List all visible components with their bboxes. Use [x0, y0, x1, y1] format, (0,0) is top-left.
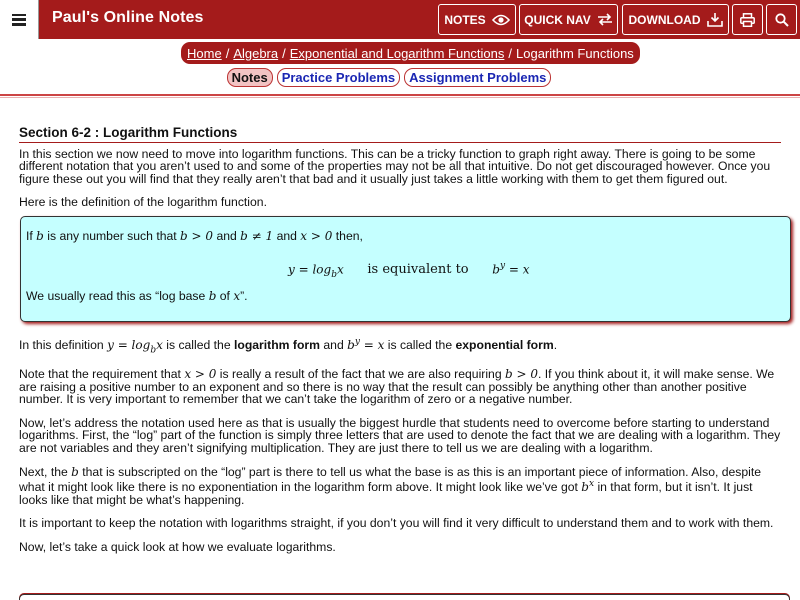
breadcrumb-home-link[interactable]: Home: [187, 45, 222, 61]
notes-button-label: NOTES: [444, 12, 486, 27]
top-bar: [0, 0, 800, 39]
paragraph-keep-straight: It is important to keep the notation with logarithms straight, if you don’t you will find it very difficult to understand them and to work with them.: [19, 516, 774, 531]
quick-nav-label: QUICK NAV: [524, 12, 591, 27]
eye-icon: [492, 14, 510, 26]
search-icon: [775, 13, 789, 27]
definition-reading: We usually read this as “log base b of x”.: [26, 288, 248, 303]
definition-equation: $y = \log_bx$ is equivalent to $b^y = x$: [288, 260, 530, 280]
paragraph-evaluate: Now, let’s take a quick look at how we evaluate logarithms.: [19, 540, 336, 555]
download-icon: [707, 12, 723, 27]
paragraph-base: Next, the b that is subscripted on the “log” part is there to tell us what the base is as this is an important piece of information. Also, despite what it might look like there is no exponentiation in the logarithm form above. It might look like we’ve got $b^x$ in that form, but it isn’t. It just looks like that might be what’s happening.: [19, 464, 762, 507]
swap-arrows-icon: [597, 13, 613, 26]
tab-notes[interactable]: Notes: [227, 68, 273, 87]
header-divider: [0, 94, 800, 96]
notes-button[interactable]: [438, 4, 516, 35]
paragraph-forms: In this definition $y = \log_bx$ is called the logarithm form and $b^y = x$ is called the exponential form.: [19, 336, 558, 356]
download-button[interactable]: [622, 4, 729, 35]
breadcrumb-separator: /: [282, 45, 286, 61]
print-button[interactable]: [732, 4, 763, 35]
definition-box: [20, 216, 791, 322]
breadcrumb-current: Logarithm Functions: [516, 45, 634, 61]
intro-paragraph: In this section we now need to move into logarithm functions. This can be a tricky function to graph right away. There is going to be some different notation that you aren’t used to and some of the properties may not be all that intuitive. Do not get discouraged however. Once you figure these out you will find that they really aren’t that bad and it usually just takes a little working with them to get them figured out.: [19, 146, 771, 186]
printer-icon: [740, 13, 755, 27]
breadcrumb: [181, 42, 640, 64]
hamburger-menu-icon: [12, 14, 26, 26]
subnav: [0, 68, 800, 87]
main-content: [19, 127, 781, 565]
next-example-box: [19, 594, 790, 600]
paragraph-notation: Now, let’s address the notation used here as that is usually the biggest hurdle that students need to overcome before starting to understand logarithms. First, the “log” part of the function is simply three letters that are used to denote the fact that we are dealing with a logarithm. They are not variables and they aren’t signifying multiplication. They are just there to tell us we are dealing with a logarithm.: [19, 415, 781, 456]
menu-button[interactable]: [0, 0, 39, 39]
breadcrumb-algebra-link[interactable]: Algebra: [233, 45, 279, 61]
header-divider-shadow: [0, 97, 800, 98]
breadcrumb-chapter-link[interactable]: Exponential and Logarithm Functions: [289, 45, 505, 61]
download-label: DOWNLOAD: [628, 12, 701, 27]
quick-nav-button[interactable]: [519, 4, 618, 35]
tab-assignment-problems[interactable]: Assignment Problems: [404, 68, 551, 87]
definition-lead: Here is the definition of the logarithm function.: [19, 195, 267, 210]
site-title[interactable]: Paul's Online Notes: [52, 9, 204, 26]
tab-practice-problems[interactable]: Practice Problems: [277, 68, 400, 87]
breadcrumb-separator: /: [508, 45, 513, 61]
definition-condition: If b is any number such that b > 0 and b ≠ 1 and x > 0 then,: [26, 228, 363, 243]
paragraph-requirement: Note that the requirement that x > 0 is really a result of the fact that we are also requiring b > 0. If you think about it, it will make sense. We are raising a positive number to an exponent and so there is no way that the result can possibly be anything other than another positive number. It is very important to remember that we can’t take the logarithm of zero or a negative number.: [19, 367, 775, 407]
search-button[interactable]: [766, 4, 797, 35]
section-title: Section 6-2 : Logarithm Functions: [19, 127, 781, 143]
breadcrumb-separator: /: [225, 45, 230, 61]
